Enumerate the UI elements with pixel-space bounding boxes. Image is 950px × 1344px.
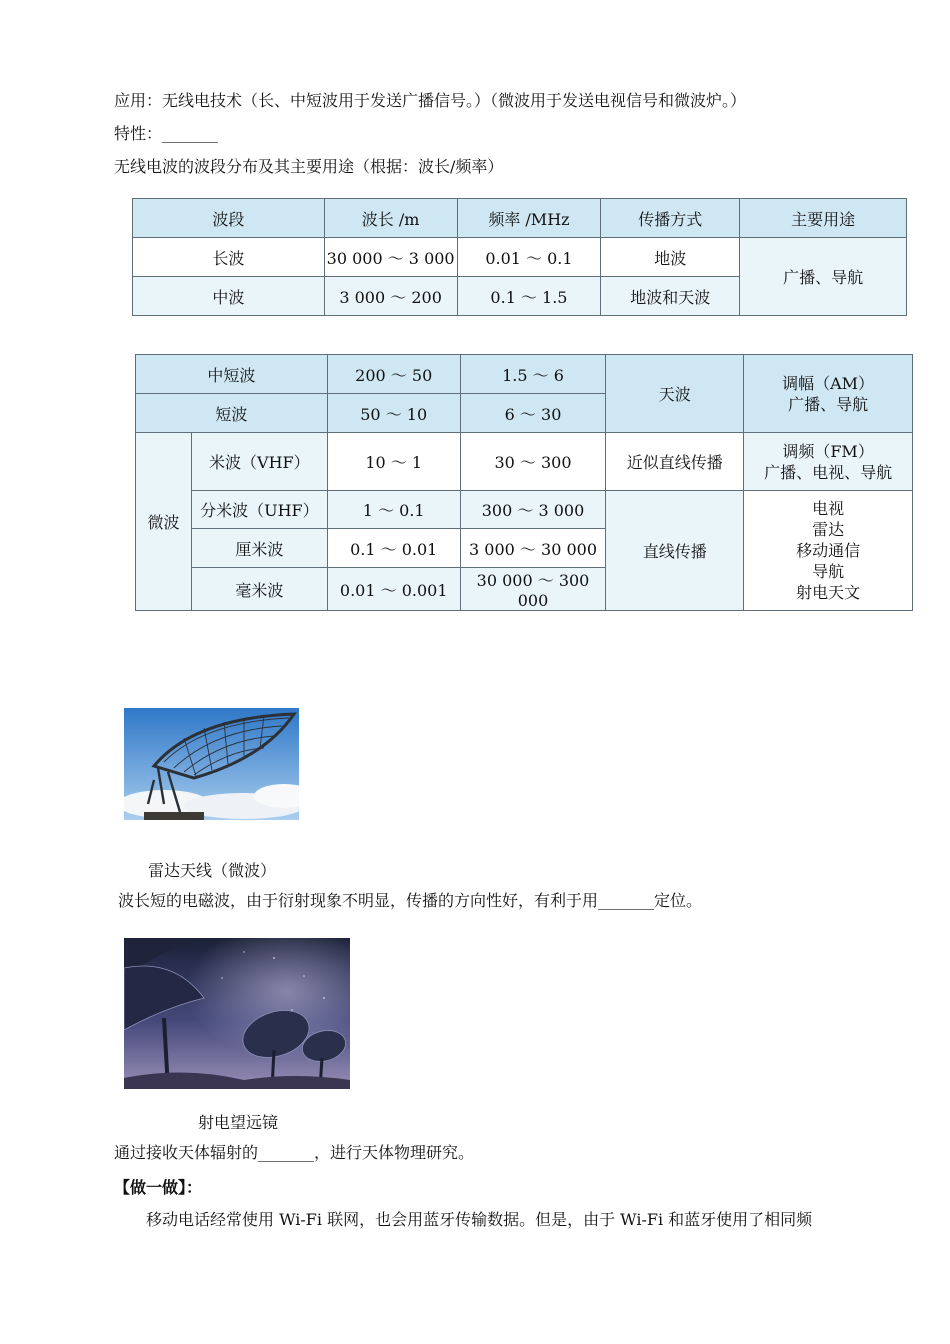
use-line: 移动通信 xyxy=(796,541,861,560)
header-propagation: 传播方式 xyxy=(601,199,740,238)
use-line: 调频（FM） xyxy=(782,441,874,461)
radio-telescope-photo xyxy=(124,938,350,1089)
propagation-cell: 地波和天波 xyxy=(601,277,740,316)
frequency-cell: 300 ～ 3 000 xyxy=(460,491,606,529)
use-line: 导航 xyxy=(812,562,845,581)
use-cell xyxy=(744,355,913,433)
wavelength-cell: 0.01 ～ 0.001 xyxy=(327,568,460,611)
microwave-label: 微波 xyxy=(136,433,192,611)
wavelength-cell: 1 ～ 0.1 xyxy=(327,491,460,529)
band-table-2 xyxy=(135,354,913,611)
radar-antenna-photo xyxy=(124,708,299,820)
use-line: 电视 xyxy=(812,499,845,518)
band-cell: 分米波（UHF） xyxy=(191,491,327,529)
frequency-cell: 3 000 ～ 30 000 xyxy=(460,529,606,568)
frequency-cell: 6 ～ 30 xyxy=(460,394,606,433)
wavelength-cell: 0.1 ～ 0.01 xyxy=(327,529,460,568)
table-row xyxy=(136,433,913,491)
application-text: 应用：无线电技术（长、中短波用于发送广播信号。）（微波用于发送电视信号和微波炉。） xyxy=(114,91,747,110)
propagation-cell: 直线传播 xyxy=(606,491,744,611)
wavelength-cell: 50 ～ 10 xyxy=(327,394,460,433)
use-line: 射电天文 xyxy=(796,583,861,602)
use-cell xyxy=(744,433,913,491)
table-header-row xyxy=(133,199,907,238)
use-line: 广播、导航 xyxy=(788,394,869,414)
wavelength-cell: 3 000 ～ 200 xyxy=(324,277,457,316)
table-heading: 无线电波的波段分布及其主要用途（根据：波长/频率） xyxy=(114,157,504,176)
band-table-1 xyxy=(132,198,907,316)
radar-text: 波长短的电磁波，由于衍射现象不明显，传播的方向性好，有利于用_______定位。 xyxy=(118,891,703,910)
header-wavelength: 波长 /m xyxy=(324,199,457,238)
table-row xyxy=(136,355,913,394)
use-line: 调幅（AM） xyxy=(782,373,875,393)
table-row xyxy=(133,238,907,277)
frequency-cell: 30 000 ～ 300 000 xyxy=(460,568,606,611)
band-cell: 长波 xyxy=(133,238,325,277)
header-band: 波段 xyxy=(133,199,325,238)
frequency-cell: 1.5 ～ 6 xyxy=(460,355,606,394)
activity-heading: 【做一做】： xyxy=(114,1178,203,1197)
radar-caption: 雷达天线（微波） xyxy=(148,861,277,880)
band-cell: 中短波 xyxy=(136,355,328,394)
wavelength-cell: 30 000 ～ 3 000 xyxy=(324,238,457,277)
telescope-caption: 射电望远镜 xyxy=(198,1113,279,1132)
property-text: 特性：_______ xyxy=(114,124,219,143)
header-use: 主要用途 xyxy=(740,199,907,238)
frequency-cell: 0.01 ～ 0.1 xyxy=(457,238,601,277)
band-cell: 短波 xyxy=(136,394,328,433)
propagation-cell: 地波 xyxy=(601,238,740,277)
wavelength-cell: 200 ～ 50 xyxy=(327,355,460,394)
header-frequency: 频率 /MHz xyxy=(457,199,601,238)
table-row xyxy=(136,491,913,529)
band-cell: 中波 xyxy=(133,277,325,316)
band-cell: 毫米波 xyxy=(191,568,327,611)
use-line: 雷达 xyxy=(812,520,845,539)
frequency-cell: 0.1 ～ 1.5 xyxy=(457,277,601,316)
telescope-text: 通过接收天体辐射的_______，进行天体物理研究。 xyxy=(114,1143,475,1162)
band-cell: 厘米波 xyxy=(191,529,327,568)
propagation-cell: 天波 xyxy=(606,355,744,433)
use-line: 广播、电视、导航 xyxy=(764,462,893,482)
activity-text: 移动电话经常使用 Wi-Fi 联网，也会用蓝牙传输数据。但是，由于 Wi-Fi 和蓝牙使用了相同频 xyxy=(146,1210,813,1229)
band-cell: 米波（VHF） xyxy=(191,433,327,491)
frequency-cell: 30 ～ 300 xyxy=(460,433,606,491)
wavelength-cell: 10 ～ 1 xyxy=(327,433,460,491)
propagation-cell: 近似直线传播 xyxy=(606,433,744,491)
use-cell: 广播、导航 xyxy=(740,238,907,316)
use-cell xyxy=(744,491,913,611)
